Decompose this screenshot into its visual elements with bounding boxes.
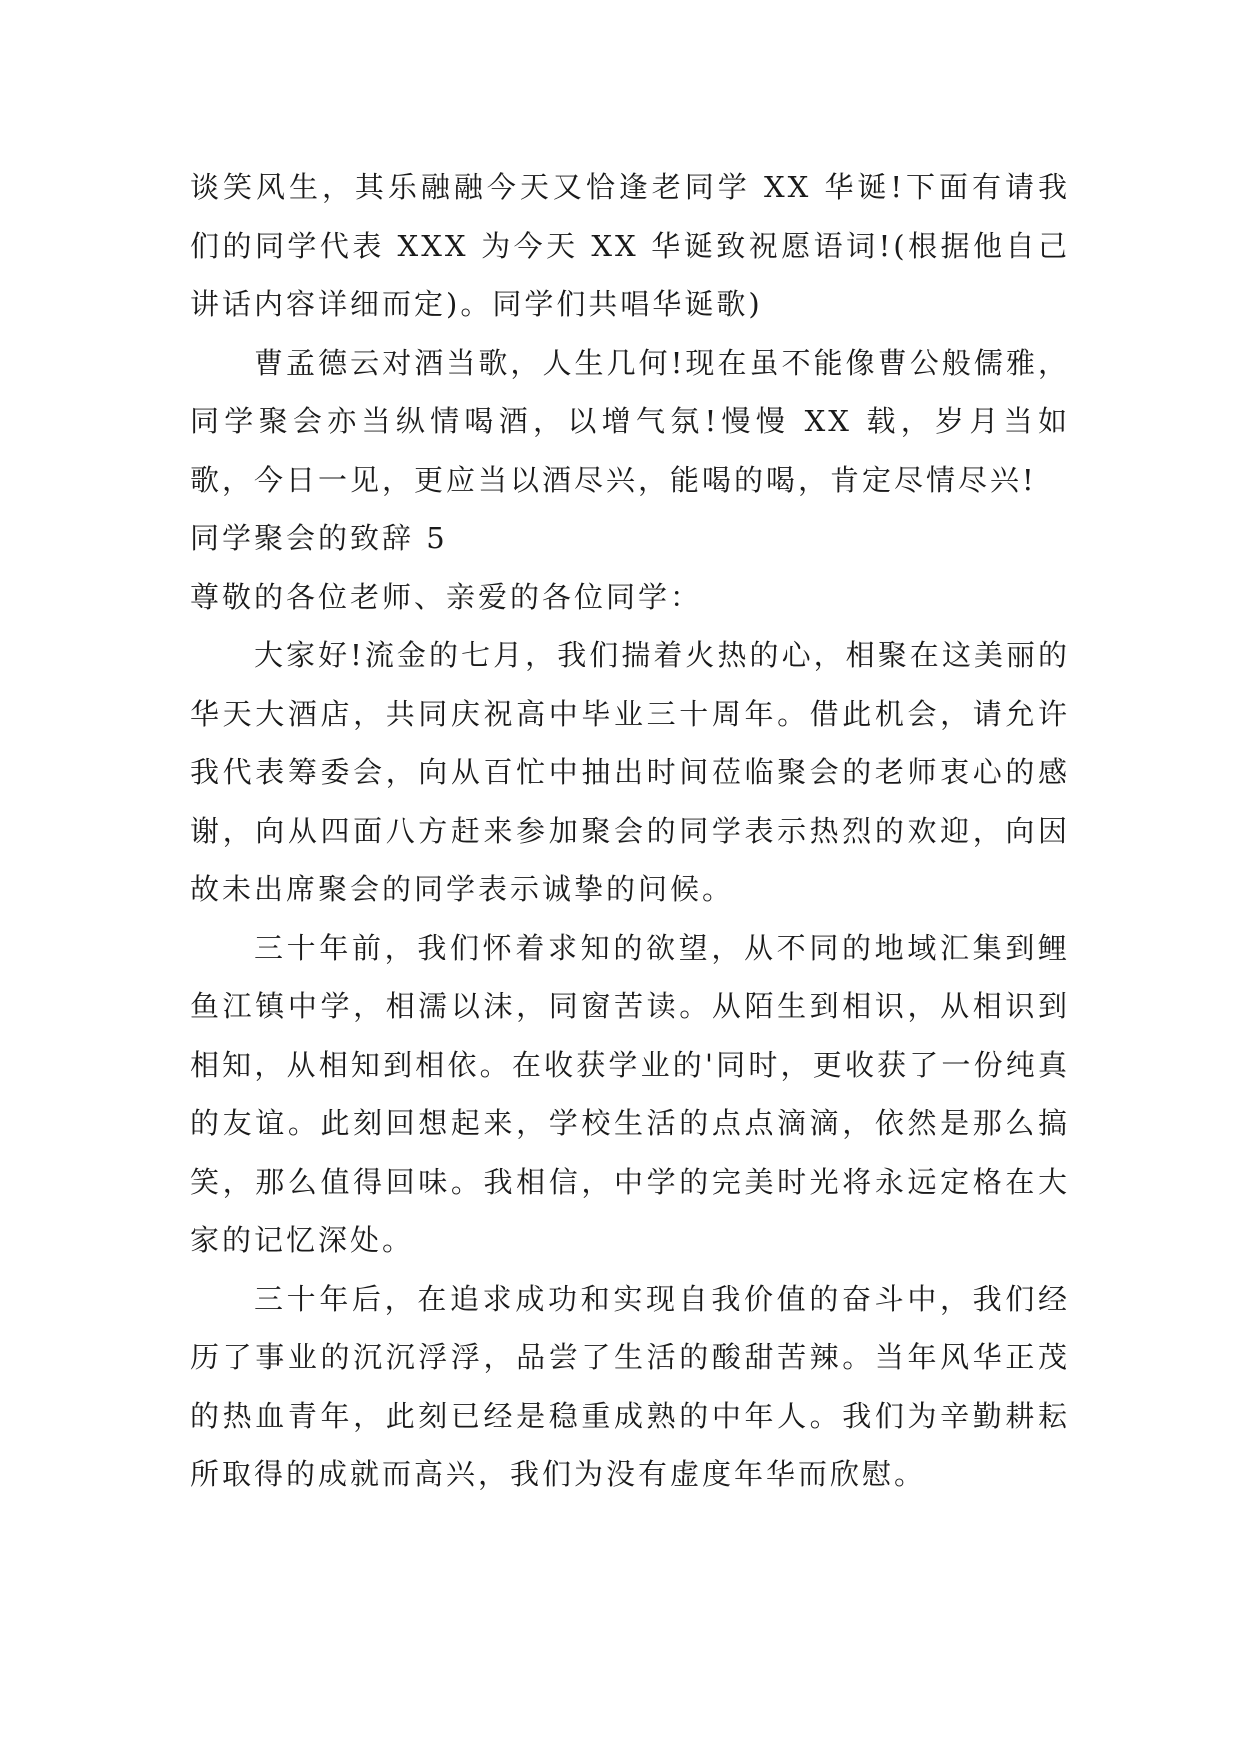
paragraph-toast-drinking: 曹孟德云对酒当歌，人生几何!现在虽不能像曹公般儒雅，同学聚会亦当纵情喝酒，以增气氛!慢慢 XX 载，岁月当如歌，今日一见，更应当以酒尽兴，能喝的喝，肯定尽情尽兴! bbox=[190, 345, 1070, 497]
paragraph-welcome: 大家好!流金的七月，我们揣着火热的心，相聚在这美丽的华天大酒店，共同庆祝高中毕业三十周年。借此机会，请允许我代表筹委会，向从百忙中抽出时间莅临聚会的老师衷心的感谢，向从四面八方赶来参加聚会的同学表示热烈的欢迎，向因故未出席聚会的同学表示诚挚的问候。 bbox=[190, 638, 1070, 906]
salutation: 尊敬的各位老师、亲爱的各位同学： bbox=[190, 579, 703, 614]
paragraph-thirty-years-later: 三十年后，在追求成功和实现自我价值的奋斗中，我们经历了事业的沉沉浮浮，品尝了生活的酸甜苦辣。当年风华正茂的热血青年，此刻已经是稳重成熟的中年人。我们为辛勤耕耘所取得的成就而高兴，我们为没有虚度年华而欣慰。 bbox=[190, 1281, 1070, 1491]
section-heading: 同学聚会的致辞 5 bbox=[190, 521, 448, 555]
document-body bbox=[190, 158, 1070, 1504]
paragraph-thirty-years-ago: 三十年前，我们怀着求知的欲望，从不同的地域汇集到鲤鱼江镇中学，相濡以沫，同窗苦读。从陌生到相识，从相识到相知，从相知到相依。在收获学业的'同时，更收获了一份纯真的友谊。此刻回想起来，学校生活的点点滴滴，依然是那么搞笑，那么值得回味。我相信，中学的完美时光将永远定格在大家的记忆深处。 bbox=[190, 930, 1070, 1257]
paragraph-toast-intro: 谈笑风生，其乐融融今天又恰逢老同学 XX 华诞!下面有请我们的同学代表 XXX 为今天 XX 华诞致祝愿语词!(根据他自己讲话内容详细而定)。同学们共唱华诞歌) bbox=[190, 170, 1070, 321]
